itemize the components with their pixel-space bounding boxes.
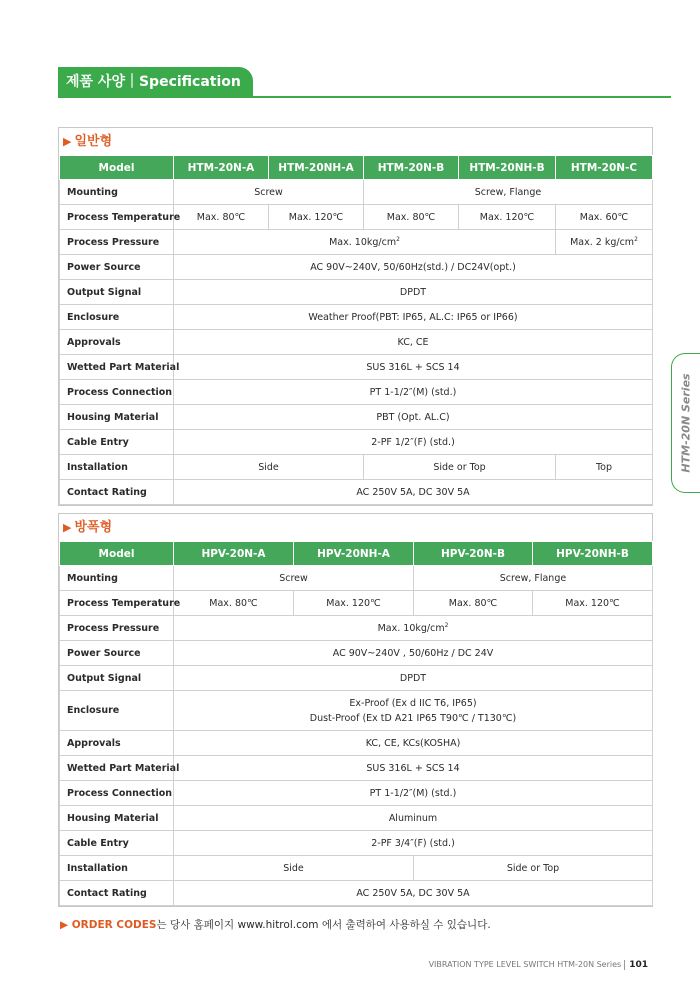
table-cell: PBT (Opt. AL.C) xyxy=(174,405,653,430)
table-row xyxy=(60,330,653,355)
row-label: Process Temperature xyxy=(60,205,174,230)
explosion-proof-title: ▶ 방폭형 xyxy=(63,520,113,535)
table-row xyxy=(60,255,653,280)
table-cell: 2-PF 3/4″(F) (std.) xyxy=(174,831,653,856)
page-number: 101 xyxy=(624,960,648,970)
row-label: Wetted Part Material xyxy=(60,355,174,380)
table-cell: Max. $10kg/cm^2$ xyxy=(174,616,653,641)
table-header-row xyxy=(60,156,653,180)
order-codes-text: 는 당사 홈페이지 www.hitrol.com 에서 출력하여 사용하실 수 있습니다. xyxy=(156,919,491,931)
row-label: Process Pressure xyxy=(60,616,174,641)
table-cell: KC, CE, KCs(KOSHA) xyxy=(174,731,653,756)
model-cell: HTM-20N-B xyxy=(364,156,459,180)
table-cell: Max. 120℃ xyxy=(294,591,414,616)
table-cell: DPDT xyxy=(174,666,653,691)
table-cell: Max. $10kg/cm^2$ xyxy=(174,230,556,255)
table-row xyxy=(60,731,653,756)
series-side-label: HTM-20N Series xyxy=(679,373,693,473)
model-cell: HTM-20NH-A xyxy=(269,156,364,180)
row-label: Installation xyxy=(60,856,174,881)
table-row xyxy=(60,480,653,505)
row-label: Contact Rating xyxy=(60,881,174,906)
row-label: Mounting xyxy=(60,180,174,205)
row-label: Housing Material xyxy=(60,806,174,831)
table-row xyxy=(60,280,653,305)
row-label: Cable Entry xyxy=(60,831,174,856)
general-type-section xyxy=(58,127,653,506)
model-cell: HTM-20NH-B xyxy=(459,156,556,180)
model-header: Model xyxy=(60,542,174,566)
table-cell: Screw xyxy=(174,180,364,205)
table-row xyxy=(60,180,653,205)
table-row xyxy=(60,641,653,666)
row-label: Enclosure xyxy=(60,691,174,731)
row-label: Contact Rating xyxy=(60,480,174,505)
table-row xyxy=(60,591,653,616)
model-cell: HPV-20NH-A xyxy=(294,542,414,566)
table-row xyxy=(60,781,653,806)
general-type-title: ▶ 일반형 xyxy=(63,134,113,149)
table-cell: Max. 80℃ xyxy=(174,205,269,230)
table-row xyxy=(60,691,653,731)
row-label: Cable Entry xyxy=(60,430,174,455)
table-row xyxy=(60,205,653,230)
table-cell: Screw, Flange xyxy=(364,180,653,205)
order-codes-link[interactable]: ORDER CODES xyxy=(71,919,157,931)
table-cell: PT 1-1/2″(M) (std.) xyxy=(174,781,653,806)
row-label: Power Source xyxy=(60,641,174,666)
table-cell: Max. 80℃ xyxy=(364,205,459,230)
row-label: Process Connection xyxy=(60,380,174,405)
table-cell: AC 90V~240V, 50/60Hz(std.) / DC24V(opt.) xyxy=(174,255,653,280)
series-side-tab xyxy=(671,353,700,493)
model-cell: HTM-20N-A xyxy=(174,156,269,180)
table-cell: KC, CE xyxy=(174,330,653,355)
row-label: Process Temperature xyxy=(60,591,174,616)
section-header xyxy=(58,67,253,97)
table-cell: AC 90V~240V , 50/60Hz / DC 24V xyxy=(174,641,653,666)
table-cell: AC 250V 5A, DC 30V 5A xyxy=(174,881,653,906)
table-cell: Aluminum xyxy=(174,806,653,831)
section-header-title: 제품 사양｜Specification xyxy=(66,74,241,90)
triangle-icon: ▶ xyxy=(60,919,72,931)
table-row xyxy=(60,856,653,881)
table-row xyxy=(60,405,653,430)
table-row xyxy=(60,756,653,781)
table-row xyxy=(60,380,653,405)
explosion-spec-table xyxy=(59,541,653,906)
table-cell: Side xyxy=(174,455,364,480)
table-cell: Side or Top xyxy=(364,455,556,480)
explosion-proof-section xyxy=(58,513,653,907)
order-codes-note xyxy=(60,917,491,932)
row-label: Process Pressure xyxy=(60,230,174,255)
row-label: Mounting xyxy=(60,566,174,591)
row-label: Housing Material xyxy=(60,405,174,430)
row-label: Approvals xyxy=(60,330,174,355)
table-cell: Screw, Flange xyxy=(414,566,653,591)
table-cell: Top xyxy=(556,455,653,480)
table-cell: Side or Top xyxy=(414,856,653,881)
table-cell: Max. 80℃ xyxy=(174,591,294,616)
table-row xyxy=(60,230,653,255)
table-cell: Weather Proof(PBT: IP65, AL.C: IP65 or IP66) xyxy=(174,305,653,330)
header-rule xyxy=(58,96,671,98)
model-cell: HPV-20NH-B xyxy=(533,542,653,566)
table-cell: AC 250V 5A, DC 30V 5A xyxy=(174,480,653,505)
row-label: Installation xyxy=(60,455,174,480)
model-header: Model xyxy=(60,156,174,180)
row-label: Wetted Part Material xyxy=(60,756,174,781)
table-row xyxy=(60,616,653,641)
table-cell: Max. 120℃ xyxy=(533,591,653,616)
table-row xyxy=(60,831,653,856)
table-row xyxy=(60,666,653,691)
row-label: Enclosure xyxy=(60,305,174,330)
table-cell: 2-PF 1/2″(F) (std.) xyxy=(174,430,653,455)
table-cell: Ex-Proof (Ex d IIC T6, IP65) Dust-Proof (Ex tD A21 IP65 T90℃ / T130℃) xyxy=(174,691,653,731)
triangle-icon: ▶ xyxy=(63,521,72,534)
table-row xyxy=(60,806,653,831)
row-label: Output Signal xyxy=(60,280,174,305)
table-cell: PT 1-1/2″(M) (std.) xyxy=(174,380,653,405)
footer-text: VIBRATION TYPE LEVEL SWITCH HTM-20N Series xyxy=(428,960,622,969)
table-cell: SUS 316L + SCS 14 xyxy=(174,756,653,781)
table-cell: Max. 2 $kg/cm^2$ xyxy=(556,230,653,255)
table-row xyxy=(60,355,653,380)
model-cell: HPV-20N-B xyxy=(414,542,533,566)
table-cell: DPDT xyxy=(174,280,653,305)
row-label: Process Connection xyxy=(60,781,174,806)
row-label: Output Signal xyxy=(60,666,174,691)
table-row xyxy=(60,430,653,455)
table-row xyxy=(60,455,653,480)
table-row xyxy=(60,881,653,906)
model-cell: HPV-20N-A xyxy=(174,542,294,566)
table-row xyxy=(60,305,653,330)
triangle-icon: ▶ xyxy=(63,135,72,148)
table-cell: SUS 316L + SCS 14 xyxy=(174,355,653,380)
table-row xyxy=(60,566,653,591)
table-cell: Side xyxy=(174,856,414,881)
table-cell: Max. 120℃ xyxy=(269,205,364,230)
row-label: Power Source xyxy=(60,255,174,280)
page-footer xyxy=(429,960,648,970)
table-cell: Screw xyxy=(174,566,414,591)
general-spec-table xyxy=(59,155,653,505)
table-header-row xyxy=(60,542,653,566)
table-cell: Max. 120℃ xyxy=(459,205,556,230)
row-label: Approvals xyxy=(60,731,174,756)
model-cell: HTM-20N-C xyxy=(556,156,653,180)
table-cell: Max. 80℃ xyxy=(414,591,533,616)
table-cell: Max. 60℃ xyxy=(556,205,653,230)
